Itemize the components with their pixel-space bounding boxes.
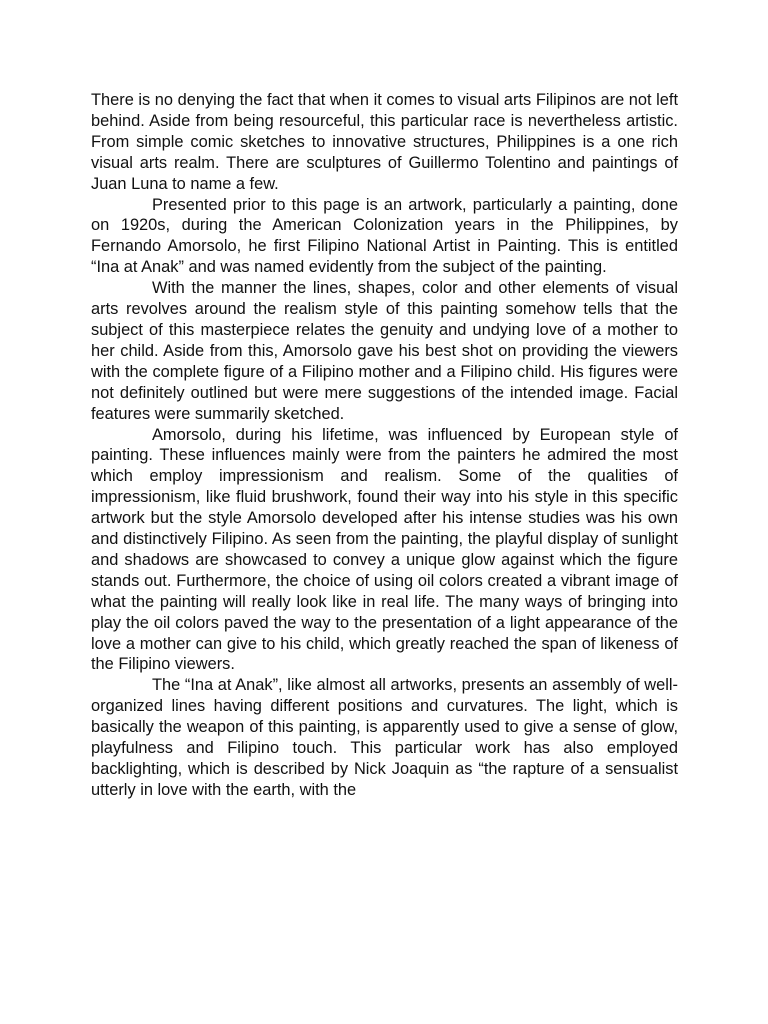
paragraph-lines-light: The “Ina at Anak”, like almost all artworks, presents an assembly of well-organized lines having different positions and curvatures. The light, which is basically the weapon of this painting, is apparently used to give a sense of glow, playfulness and Filipino touch. This particular work has also employed backlighting, which is described by Nick Joaquin as “the rapture of a sensualist utterly in love with the earth, with the (91, 676, 678, 799)
paragraph-artwork: Presented prior to this page is an artwork, particularly a painting, done on 1920s, during the American Colonization years in the Philippines, by Fernando Amorsolo, he first Filipino National Artist in Painting. This is entitled “Ina at Anak” and was named evidently from the subject of the painting. (91, 195, 678, 277)
paragraph-intro: There is no denying the fact that when it comes to visual arts Filipinos are not left behind. Aside from being resourceful, this particular race is nevertheless artistic. From simple comic sketches to innovative structures, Philippines is a one rich visual arts realm. There are sculptures of Guillermo Tolentino and paintings of Juan Luna to name a few. (91, 91, 678, 193)
document-page (91, 90, 678, 801)
paragraph-elements: With the manner the lines, shapes, color and other elements of visual arts revolves around the realism style of this painting somehow tells that the subject of this masterpiece relates the genuity and undying love of a mother to her child. Aside from this, Amorsolo gave his best shot on providing the viewers with the complete figure of a Filipino mother and a Filipino child. His figures were not definitely outlined but were mere suggestions of the intended image. Facial features were summarily sketched. (91, 279, 678, 423)
paragraph-influences: Amorsolo, during his lifetime, was influenced by European style of painting. These influences mainly were from the painters he admired the most which employ impressionism and realism. Some of the qualities of impressionism, like fluid brushwork, found their way into his style in this specific artwork but the style Amorsolo developed after his intense studies was his own and distinctively Filipino. As seen from the painting, the playful display of sunlight and shadows are showcased to convey a unique glow against which the figure stands out. Furthermore, the choice of using oil colors created a vibrant image of what the painting will really look like in real life. The many ways of bringing into play the oil colors paved the way to the presentation of a light appearance of the love a mother can give to his child, which greatly reached the span of likeness of the Filipino viewers. (91, 425, 678, 674)
